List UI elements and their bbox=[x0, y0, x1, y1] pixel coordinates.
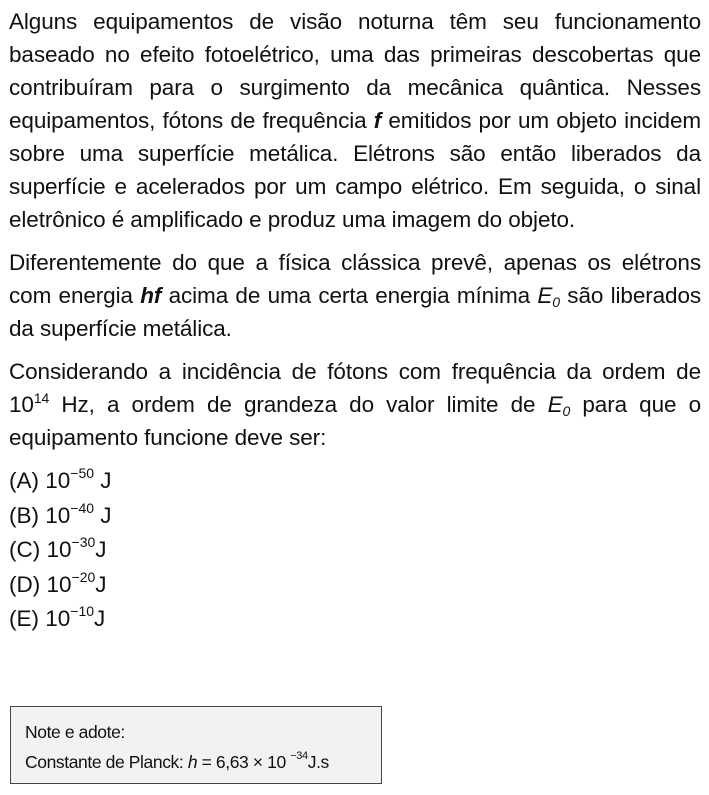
note-box bbox=[10, 706, 382, 784]
option-d[interactable]: (D) $10^{-20}J$ bbox=[9, 568, 107, 597]
paragraph-2-text: Diferentemente do que a física clássica prevê, apenas os elétrons com energia bbox=[9, 250, 701, 308]
paragraph-3 bbox=[9, 355, 701, 454]
planck-constant: Constante de Planck: h = 6,63 × 10 $^{-34}$J.s bbox=[25, 750, 329, 772]
paragraph-3-end: para que o equipamento funcione deve ser: bbox=[9, 392, 702, 450]
answer-options bbox=[9, 464, 701, 637]
planck-exponent: −34 bbox=[290, 750, 308, 762]
question-text bbox=[9, 5, 701, 637]
e0-subscript-2: 0 bbox=[562, 403, 571, 419]
e0-symbol-2: E bbox=[547, 392, 563, 417]
note-title: Note e adote: bbox=[25, 722, 125, 742]
option-b[interactable]: (B) $10^{-40}$ J bbox=[9, 499, 112, 528]
option-c[interactable]: (C) $10^{-30}J$ bbox=[9, 534, 107, 562]
paragraph-3-text: Considerando a incidência de fótons com frequência da ordem de bbox=[9, 359, 701, 384]
paragraph-2 bbox=[9, 246, 701, 345]
paragraph-2-mid: acima de uma certa energia mínima bbox=[161, 283, 538, 308]
paragraph-1-text: Alguns equipamentos de visão noturna têm seu funcionamento baseado no efeito fotoelétrico, uma das primeiras descobertas que contribuíram para o surgimento da mecânica quântica. Nesses equipamentos, fótons de frequência bbox=[9, 9, 701, 133]
planck-symbol: h bbox=[187, 752, 198, 772]
e0-symbol: E bbox=[537, 283, 553, 308]
e0-subscript: 0 bbox=[552, 294, 560, 310]
frequency-base: 10 bbox=[9, 392, 34, 417]
paragraph-1 bbox=[9, 5, 701, 236]
frequency-symbol: f bbox=[373, 108, 382, 133]
paragraph-1-end: emitidos por um objeto incidem sobre uma superfície metálica. Elétrons são então liberados da superfície e acelerados por um campo elétrico. Em seguida, o sinal eletrônico é amplificado e produz uma imagem do objeto. bbox=[9, 108, 701, 232]
paragraph-2-end: são liberados da superfície metálica. bbox=[9, 283, 702, 341]
option-e[interactable]: (E) $10^{-10}J$ bbox=[9, 603, 106, 631]
energy-symbol: hf bbox=[140, 283, 162, 308]
option-a[interactable]: (A) $10^{-50}$ J bbox=[9, 465, 112, 493]
paragraph-3-mid: Hz, a ordem de grandeza do valor limite de bbox=[49, 392, 548, 417]
frequency-exponent: 14 bbox=[33, 390, 50, 406]
